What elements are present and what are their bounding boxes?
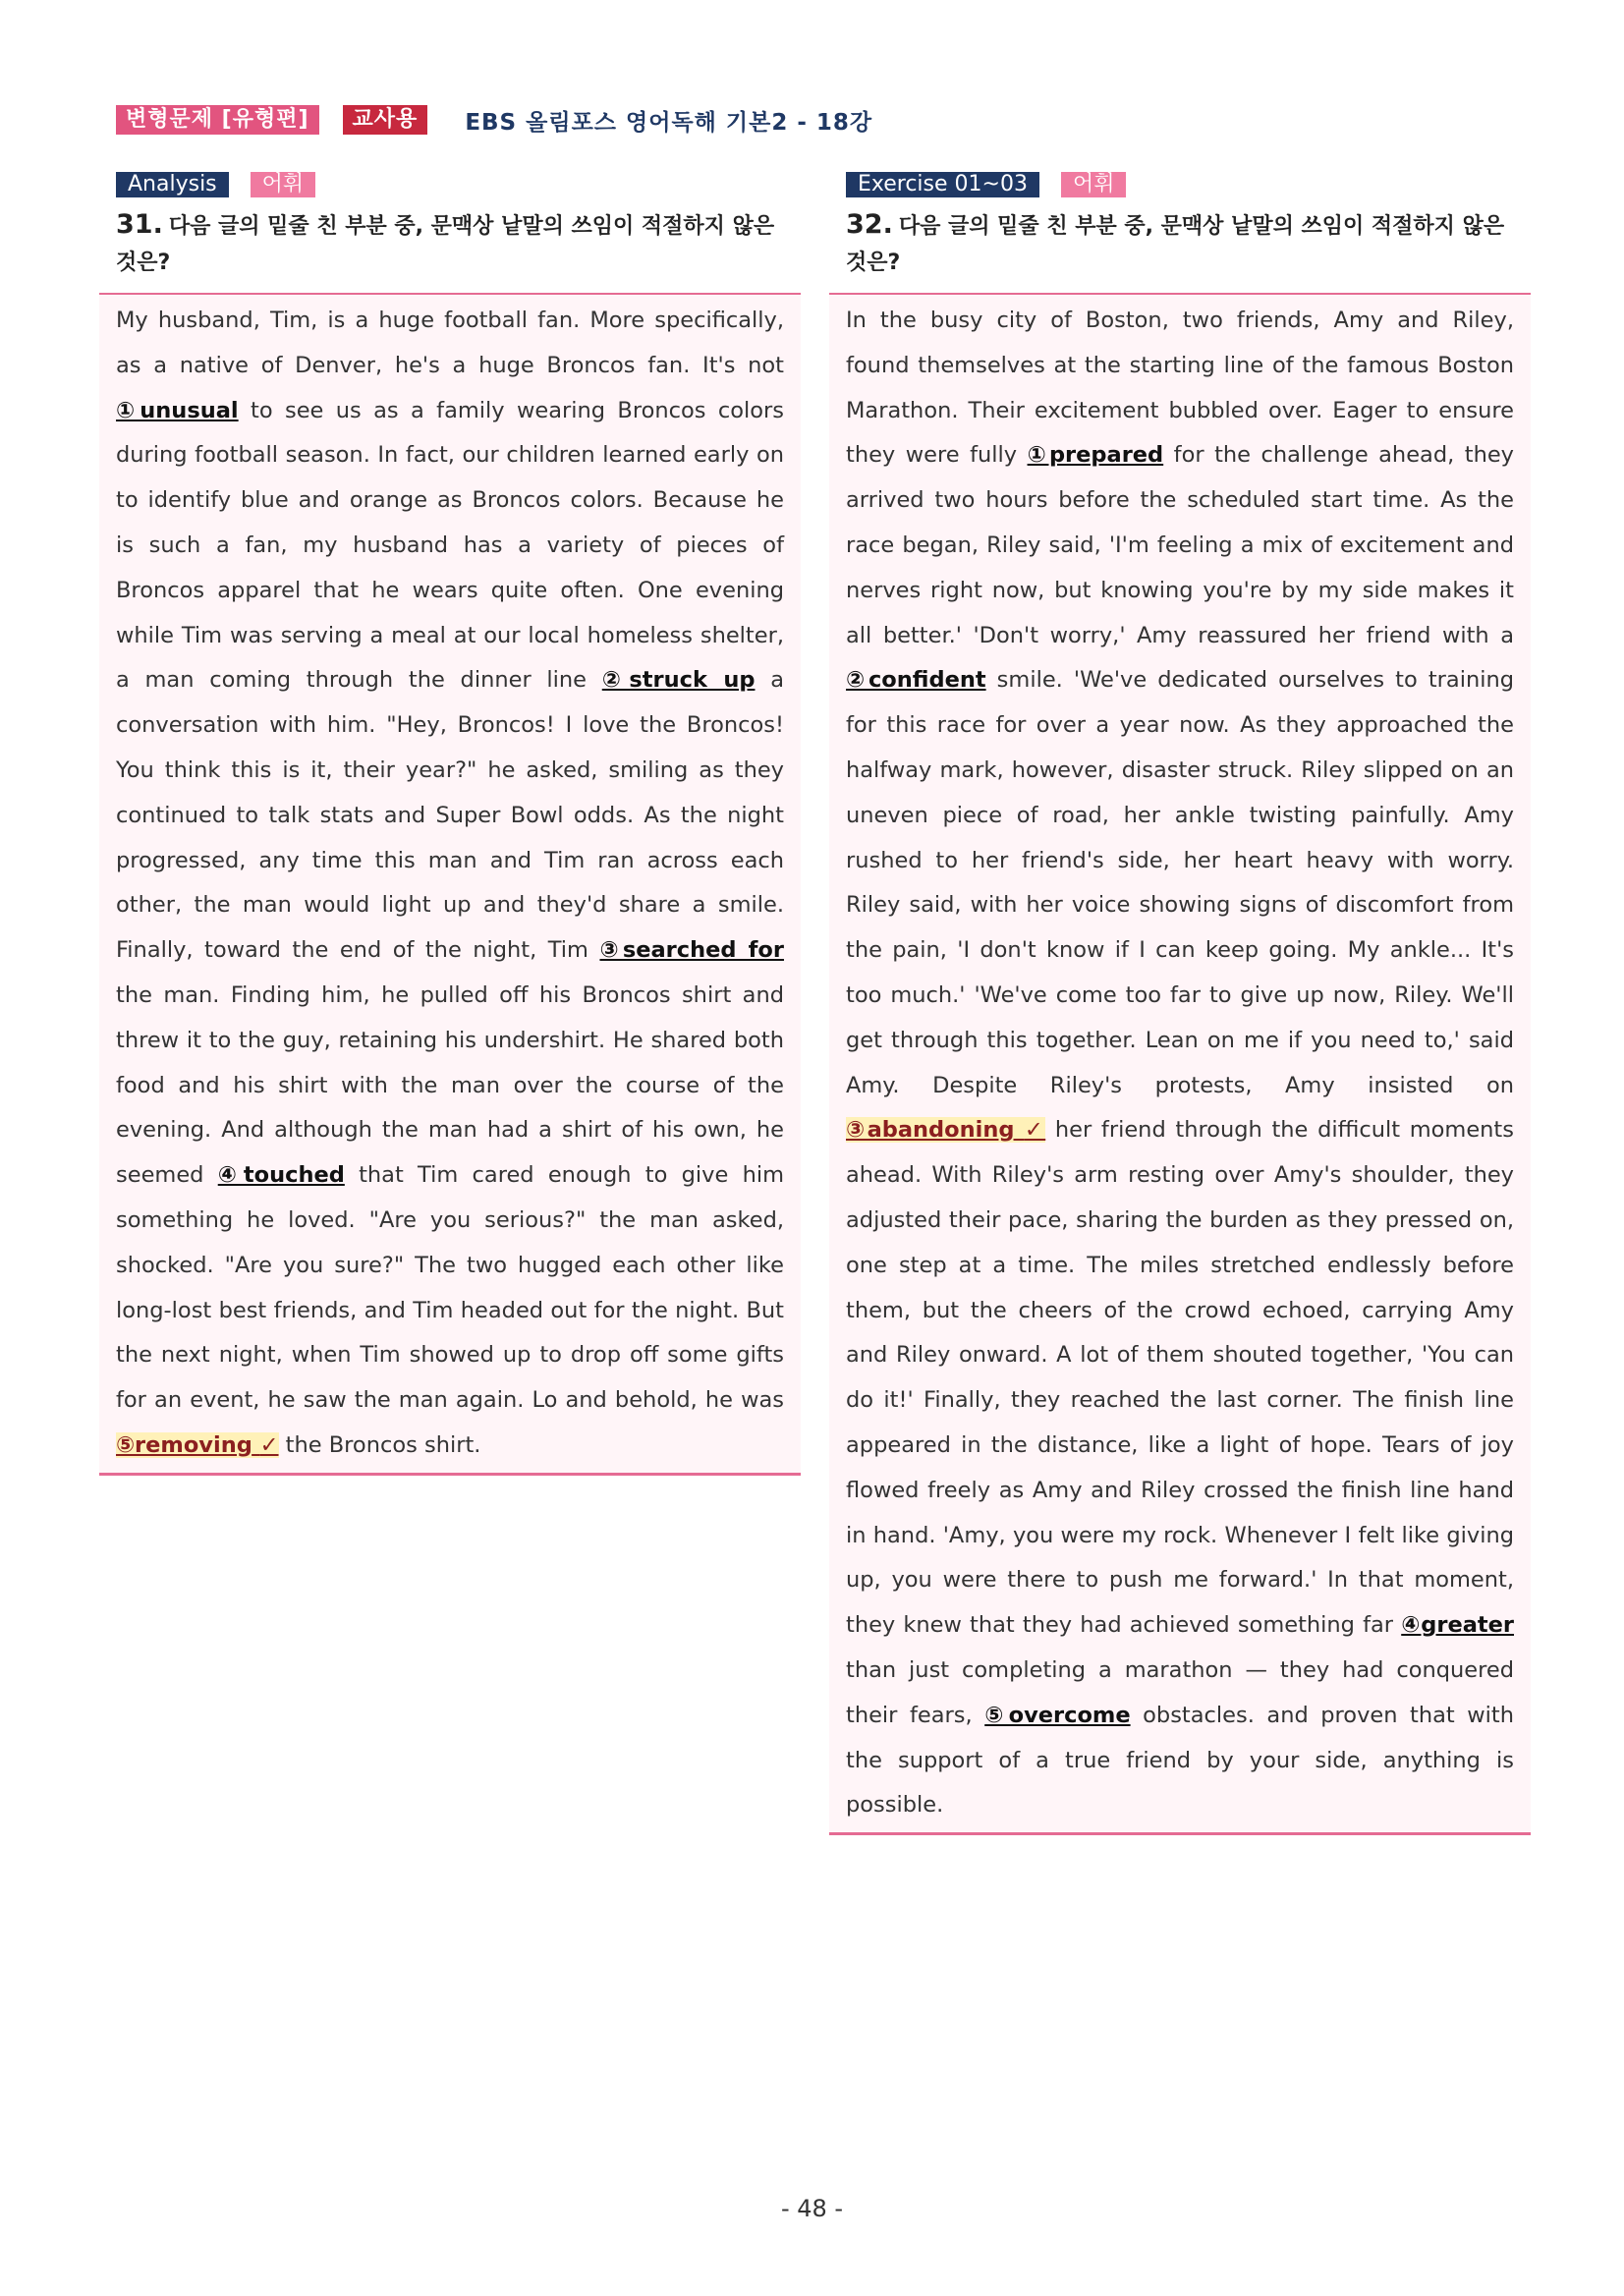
- passage-text: the Broncos shirt.: [278, 1431, 481, 1458]
- vocab-label: 어휘: [1061, 172, 1127, 197]
- underline-1: ①prepared: [1027, 442, 1164, 469]
- page-number: - 48 -: [780, 2195, 844, 2222]
- underline-1: ①unusual: [116, 397, 239, 423]
- passage-text: that Tim cared enough to give him something he loved. "Are you serious?" the man asked, shocked. "Are you sure?" The two hugged each other like long-lost best friends, and Tim headed out for the night. But the next night, when Tim showed up to drop off some gifts for an event, he saw the man again. Lo and behold, he was: [116, 1162, 784, 1414]
- question-31: [116, 206, 784, 281]
- underline-4: ④greater: [1401, 1612, 1514, 1639]
- teacher-tag: 교사용: [343, 105, 428, 135]
- left-column: [99, 171, 801, 1476]
- underline-5: ⑤removing: [116, 1431, 252, 1458]
- passage-31: [99, 293, 801, 1476]
- passage-text: In the busy city of Boston, two friends, Amy and Riley, found themselves at the starting line of the famous Boston Marathon. Their excitement bubbled over. Eager to ensure they were fully: [846, 308, 1514, 469]
- check-mark-icon: ✓: [1024, 1117, 1046, 1144]
- passage-text: for the challenge ahead, they arrived two hours before the scheduled start time. As the race began, Riley said, 'I'm feeling a mix of excitement and nerves right now, but knowing you're by my side makes it all better.' 'Don't worry,' Amy reassured her friend with a: [846, 442, 1514, 648]
- answer-highlight: [846, 1117, 1045, 1143]
- left-labels: [116, 171, 801, 198]
- right-labels: [846, 171, 1531, 198]
- passage-text: than just completing a marathon — they had conquered their fears,: [846, 1656, 1514, 1728]
- check-mark-icon: ✓: [259, 1431, 279, 1458]
- question-text: 다음 글의 밑줄 친 부분 중, 문맥상 낱말의 쓰임이 적절하지 않은 것은?: [116, 214, 775, 275]
- vocab-label: 어휘: [251, 172, 316, 197]
- passage-text: her friend through the difficult moments ahead. With Riley's arm resting over Amy's shoulder, they adjusted their pace, sharing the burden as they pressed on, one step at a time. The miles stretched endlessly before them, but the cheers of the crowd echoed, carrying Amy and Riley onward. A lot of them shouted together, 'You can do it!' Finally, they reached the last corner. The finish line appeared in the distance, like a light of hope. Tears of joy flowed freely as Amy and Riley crossed the finish line hand in hand. 'Amy, you were my rock. Whenever I felt like giving up, you were there to push me forward.' In that moment, they knew that they had achieved something far: [846, 1117, 1514, 1639]
- type-tag: 변형문제 [유형편]: [116, 105, 319, 135]
- underline-3: ③searched for: [599, 937, 784, 964]
- passage-text: smile. 'We've dedicated ourselves to training for this race for over a year now. As they approached the halfway mark, however, disaster struck. Riley slipped on an uneven piece of road, her ankle twisting painfully. Amy rushed to her friend's side, her heart heavy with worry. Riley said, with her voice showing signs of discomfort from the pain, 'I don't know if I can keep going. My ankle... It's too much.' 'We've come too far to give up now, Riley. We'll get through this together. Lean on me if you need to,' said Amy. Despite Riley's protests, Amy insisted on: [846, 667, 1514, 1098]
- question-32: [846, 206, 1514, 281]
- passage-text: a conversation with him. "Hey, Broncos! I love the Broncos! You think this is it, their year?" he asked, smiling as they continued to talk stats and Super Bowl odds. As the night progressed, any time this man and Tim ran across each other, the man would light up and they'd share a smile. Finally, toward the end of the night, Tim: [116, 667, 784, 964]
- header-title: EBS 올림포스 영어독해 기본2 - 18강: [465, 109, 873, 136]
- underline-2: ②confident: [846, 667, 986, 694]
- answer-highlight: [116, 1432, 279, 1458]
- passage-32: [829, 293, 1531, 1835]
- question-text: 다음 글의 밑줄 친 부분 중, 문맥상 낱말의 쓰임이 적절하지 않은 것은?: [846, 214, 1505, 275]
- question-number: 32.: [846, 209, 893, 240]
- analysis-label: Analysis: [116, 172, 229, 197]
- underline-4: ④touched: [217, 1162, 345, 1189]
- passage-text: obstacles. and proven that with the support of a true friend by your side, anything is possible.: [846, 1702, 1514, 1819]
- passage-text: My husband, Tim, is a huge football fan. More specifically, as a native of Denver, he's a huge Broncos fan. It's not: [116, 308, 784, 378]
- underline-5: ⑤overcome: [984, 1702, 1131, 1728]
- exercise-label: Exercise 01~03: [846, 172, 1039, 197]
- page-header: [116, 104, 872, 136]
- question-number: 31.: [116, 209, 163, 240]
- right-column: [829, 171, 1531, 1835]
- underline-2: ②struck up: [601, 667, 756, 694]
- passage-text: the man. Finding him, he pulled off his Broncos shirt and threw it to the guy, retaining his undershirt. He shared both food and his shirt with the man over the course of the evening. And although the man had a shirt of his own, he seemed: [116, 981, 784, 1189]
- passage-text: to see us as a family wearing Broncos colors during football season. In fact, our children learned early on to identify blue and orange as Broncos colors. Because he is such a fan, my husband has a variety of pieces of Broncos apparel that he wears quite often. One evening while Tim was serving a meal at our local homeless shelter, a man coming through the dinner line: [116, 397, 784, 694]
- underline-3: ③abandoning: [846, 1117, 1015, 1144]
